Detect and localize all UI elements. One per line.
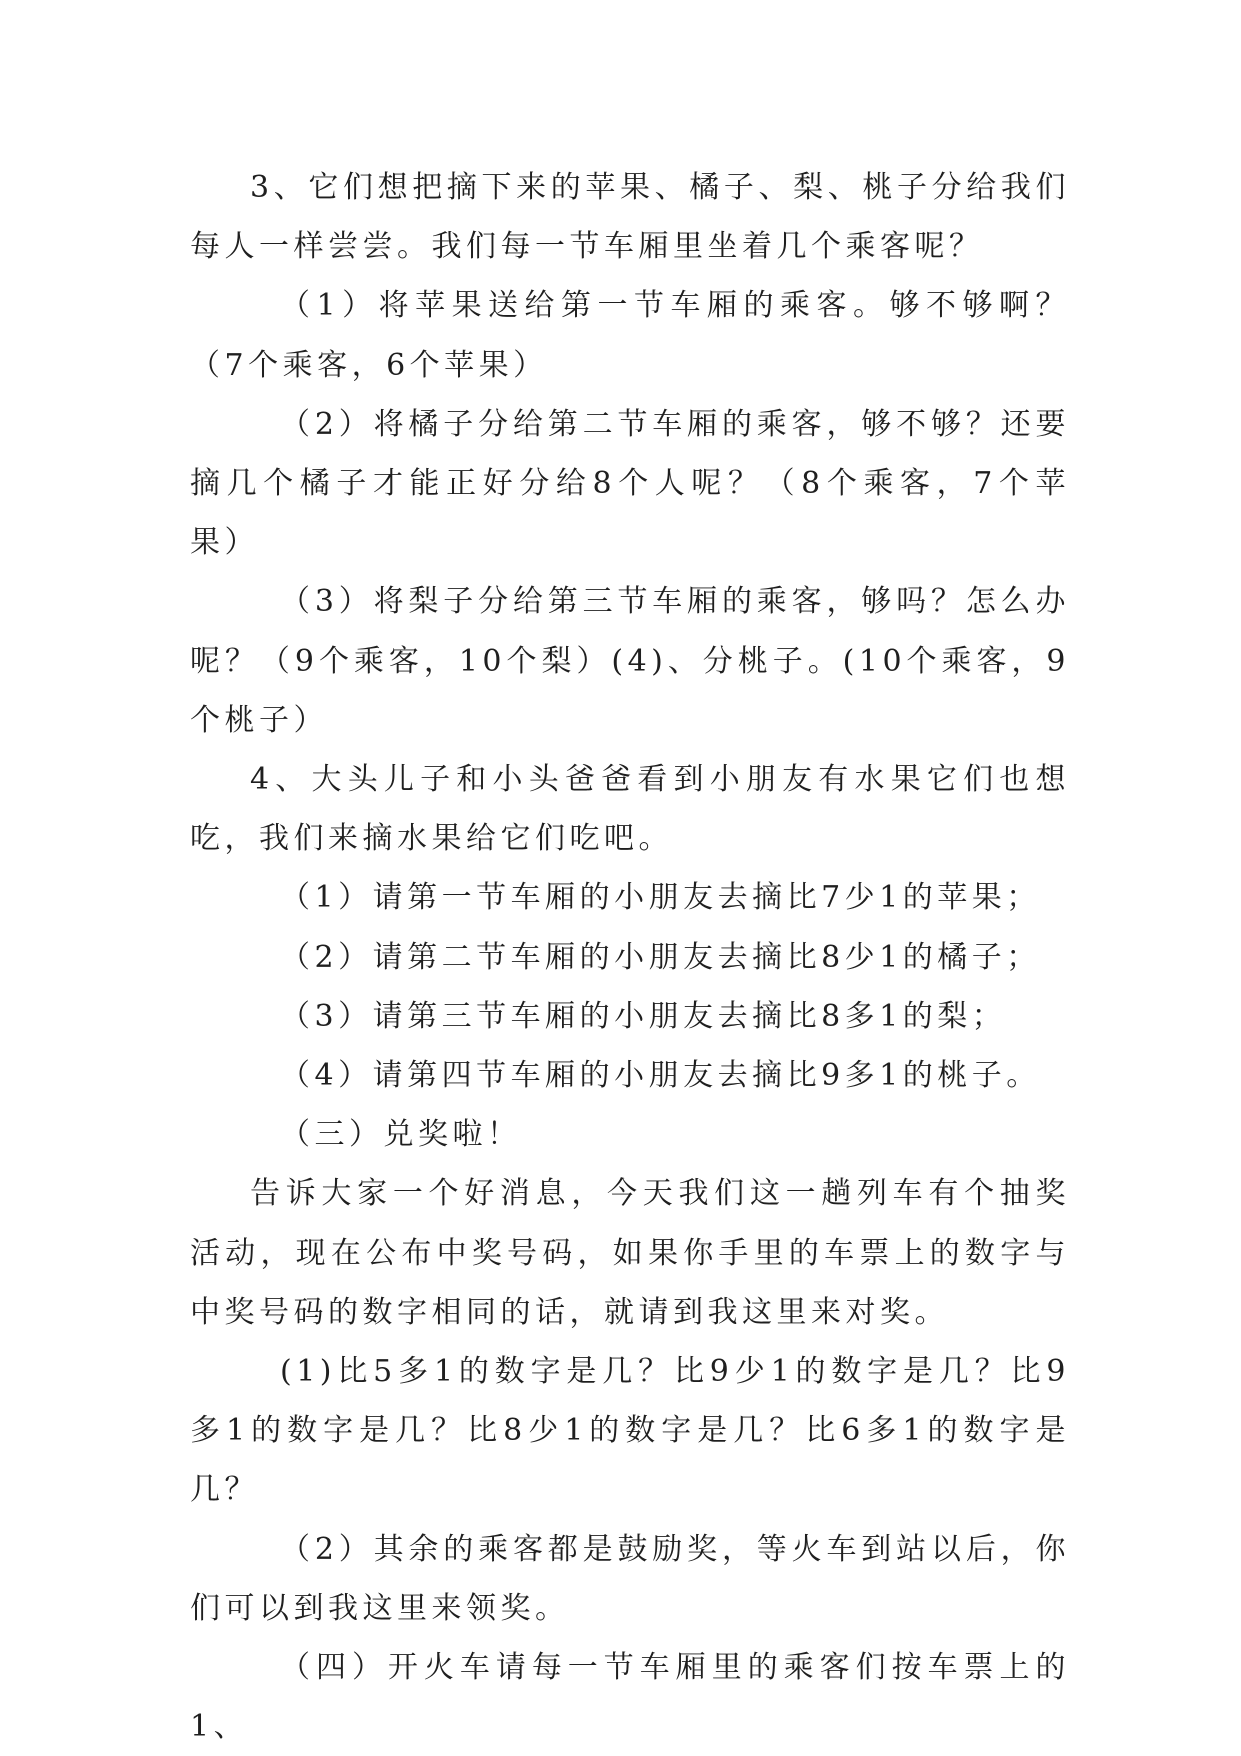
paragraph-prize-item1: (1)比5多1的数字是几？比9少1的数字是几？比9多1的数字是几？比8少1的数字是几？比6多1的数字是几？: [190, 1354, 1070, 1508]
document-body: [190, 158, 1070, 1756]
paragraph-prize-item2: （2）其余的乘客都是鼓励奖，等火车到站以后，你们可以到我这里来领奖。: [190, 1531, 1070, 1626]
paragraph-step4-item3: （3）请第三节车厢的小朋友去摘比8多1的梨；: [280, 998, 1007, 1034]
paragraph-step3-item1: （1）将苹果送给第一节车厢的乘客。够不够啊？（7个乘客，6个苹果）: [190, 288, 1070, 383]
paragraph-prize-intro: 告诉大家一个好消息，今天我们这一趟列车有个抽奖活动，现在公布中奖号码，如果你手里的车票上的数字与中奖号码的数字相同的话，就请到我这里来对奖。: [190, 1176, 1070, 1330]
paragraph-step4-intro: 4、大头儿子和小头爸爸看到小朋友有水果它们也想吃，我们来摘水果给它们吃吧。: [190, 762, 1070, 857]
paragraph-step3-item3-4: （3）将梨子分给第三节车厢的乘客，够吗？怎么办呢？（9个乘客，10个梨）(4)、分桃子。(10个乘客，9个桃子）: [190, 584, 1070, 738]
paragraph-step3-item2: （2）将橘子分给第二节车厢的乘客，够不够？还要摘几个橘子才能正好分给8个人呢？（8个乘客，7个苹果）: [190, 406, 1070, 561]
paragraph-step4-item4: （4）请第四节车厢的小朋友去摘比9多1的桃子。: [280, 1058, 1041, 1094]
section-heading-prize: （三）兑奖啦！: [280, 1117, 522, 1153]
paragraph-step3-intro: 3、它们想把摘下来的苹果、橘子、梨、桃子分给我们每人一样尝尝。我们每一节车厢里坐着几个乘客呢？: [190, 170, 1070, 265]
paragraph-step4-item1: （1）请第一节车厢的小朋友去摘比7少1的苹果；: [280, 880, 1041, 916]
section-heading-train: （四）开火车请每一节车厢里的乘客们按车票上的1、: [190, 1650, 1070, 1745]
paragraph-step4-item2: （2）请第二节车厢的小朋友去摘比8少1的橘子；: [280, 939, 1041, 975]
